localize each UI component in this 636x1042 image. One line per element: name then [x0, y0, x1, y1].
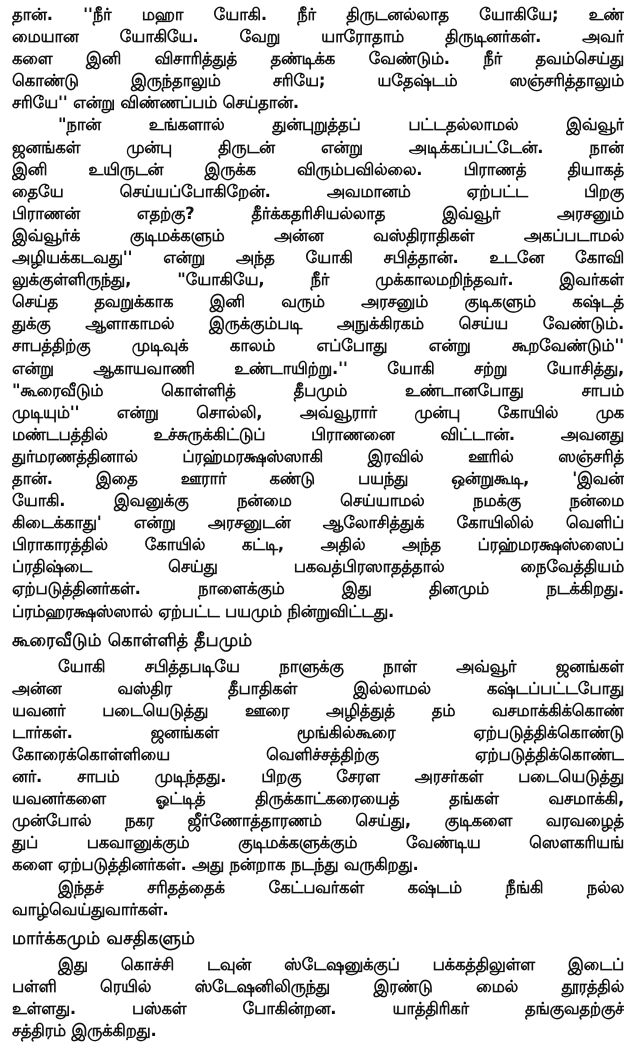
paragraph — [12, 954, 624, 1042]
text-line: யவனர்களை ஓட்டித் திருக்காட்கரையைத் தங்கள் வசமாக்கி, — [12, 789, 624, 809]
text-line: அழியக்கடவது'' என்று அந்த யோகி சபித்தான். உடனே கோவி — [12, 248, 624, 268]
text-line: தான். ''நீர் மஹா யோகி. நீர் திருடனல்லாத யோகியே; உண் — [12, 5, 624, 24]
text-line: பிராகாரத்தில் கோயில் கட்டி, அதில் அந்த ப்ரஹ்மரக்ஷஸ்ஸைப் — [12, 535, 624, 555]
text-line: கோரைக்கொள்ளியை வெளிச்சத்திற்கு ஏற்படுத்திக்கொண்ட — [12, 745, 624, 764]
text-line: உள்ளது. பஸ்கள் போகின்றன. யாத்திரிகர் தங்குவதற்குச் — [12, 998, 624, 1018]
text-line: "கூரைவீடும் கொள்ளித் தீபமும் உண்டானபோது சாபம் — [12, 380, 624, 400]
text-line: அன்ன வஸ்திர தீபாதிகள் இல்லாமல் கஷ்டப்பட்டபோது — [12, 678, 624, 698]
text-line: முன்போல் நகர ஜீர்ணோத்தாரணம் செய்து, குடிகளை வரவழைத் — [12, 811, 624, 831]
text-line: செய்த தவறுக்காக இனி வரும் அரசனும் குடிகளும் கஷ்டத் — [12, 292, 624, 312]
text-line: களை ஏற்படுத்தினர்கள். அது நன்றாக நடந்து வருகிறது. — [12, 855, 419, 875]
text-line: பள்ளி ரெயில் ஸ்டேஷனிலிருந்து இரண்டு மைல் தூரத்தில் — [12, 976, 624, 996]
text-line: துப் பகவானுக்கும் குடிமக்களுக்கும் வேண்டிய ஸௌகரியங் — [12, 833, 624, 853]
text-line: னர். சாபம் முடிந்தது. பிறகு சேரள அரசர்கள் படையெடுத்து — [12, 767, 624, 787]
text-line: மையான யோகியே. வேறு யாரோதாம் திருடினர்கள். அவர் — [12, 27, 624, 47]
text-line: கொண்டு இருந்தாலும் சரியே; யதேஷ்டம் ஸஞ்சரித்தாலும் — [12, 71, 624, 91]
text-line: கிடைக்காது' என்று அரசனுடன் ஆலோசித்துக் கோயிலில் வெளிப் — [12, 513, 624, 533]
text-line: "நான் உங்களால் துன்புறுத்தப் பட்டதல்லாமல் இவ்வூர் — [58, 115, 624, 135]
text-line: வாழ்வெய்துவார்கள். — [12, 899, 169, 919]
text-line: லுக்குள்ளிருந்து, "யோகியே, நீர் முக்காலமறிந்தவர். இவர்கள் — [12, 270, 624, 290]
text-line: ப்ரதிஷ்டை செய்து பகவத்பிரஸாதத்தால் நைவேத்தியம் — [12, 557, 624, 577]
text-line: என்று ஆகாயவாணி உண்டாயிற்று.'' யோகி சற்று யோசித்து, — [12, 358, 624, 378]
text-line: சரியே'' என்று விண்ணப்பம் செய்தான். — [12, 93, 299, 113]
text-line: சத்திரம் இருக்கிறது. — [12, 1021, 157, 1041]
text-line: ஜனங்கள் முன்பு திருடன் என்று அடிக்கப்பட்டேன். நான் — [12, 137, 624, 157]
text-line: மண்டபத்தில் உச்சுருக்கிட்டுப் பிராணனை விட்டான். அவனது — [12, 424, 624, 444]
text-line: துக்கு ஆளாகாமல் இருக்கும்படி அநுக்கிரகம் செய்ய வேண்டும். — [12, 314, 624, 334]
text-line: ப்ரம்ஹரக்ஷஸ்ஸால் ஏற்பட்ட பயமும் நின்றுவிட்டது. — [12, 601, 395, 621]
text-line: டார்கள். ஜனங்கள் மூங்கில்கூரை ஏற்படுத்திக்கொண்டு — [12, 722, 624, 742]
paragraph — [12, 114, 624, 622]
text-line: பிராணன் எதற்கு? தீர்க்கதரிசியல்லாத இவ்வூர் அரசனும் — [12, 203, 624, 223]
text-line: இது கொச்சி டவுன் ஸ்டேஷனுக்குப் பக்கத்திலுள்ள இடைப் — [58, 954, 624, 974]
paragraph — [12, 656, 624, 877]
text-line: இந்தச் சரிதத்தைக் கேட்பவர்கள் கஷ்டம் நீங்கி நல்ல — [58, 877, 624, 897]
text-line: முடியும்'' என்று சொல்லி, அவ்வூரார் முன்பு கோயில் முக — [12, 402, 624, 422]
text-line: யவனர் படையெடுத்து ஊரை அழித்துத் தம் வசமாக்கிக்கொண் — [12, 700, 624, 720]
text-line: களை இனி விசாரித்துத் தண்டிக்க வேண்டும். நீர் தவம்செய்து — [12, 49, 624, 69]
section-heading: கூரைவீடும் கொள்ளித் தீபமும் — [12, 630, 253, 651]
paragraph — [12, 4, 624, 114]
text-line: ஏற்படுத்தினர்கள். நாளைக்கும் இது தினமும் நடக்கிறது. — [12, 579, 624, 599]
text-line: தையே செய்யப்போகிறேன். அவமானம் ஏற்பட்ட பிறகு — [12, 181, 624, 201]
text-line: சாபத்திற்கு முடிவுக் காலம் எப்போது என்று கூறவேண்டும்'' — [12, 336, 624, 356]
text-line: தான். இதை ஊரார் கண்டு பயந்து ஒன்றுகூடி, 'இவன் — [12, 468, 624, 488]
text-line: யோகி சபித்தபடியே நாளுக்கு நாள் அவ்வூர் ஜனங்கள் — [58, 656, 624, 676]
paragraph — [12, 877, 624, 921]
section-koorai-veedu — [12, 629, 624, 921]
section-route-facilities — [12, 927, 624, 1042]
text-line: துர்மரணத்தினால் ப்ரஹ்மரக்ஷஸ்ஸாகி இரவில் ஊரில் ஸஞ்சரித் — [12, 446, 624, 466]
section-heading: மார்க்கமும் வசதிகளும் — [12, 928, 195, 949]
text-line: இனி உயிருடன் இருக்க விரும்பவில்லை. பிராணத் தியாகத் — [12, 159, 624, 179]
text-line: யோகி. இவனுக்கு நன்மை செய்யாமல் நமக்கு நன்மை — [12, 491, 624, 511]
text-line: இவ்வூர்க் குடிமக்களும் அன்ன வஸ்திராதிகள் அகப்படாமல் — [12, 225, 624, 245]
